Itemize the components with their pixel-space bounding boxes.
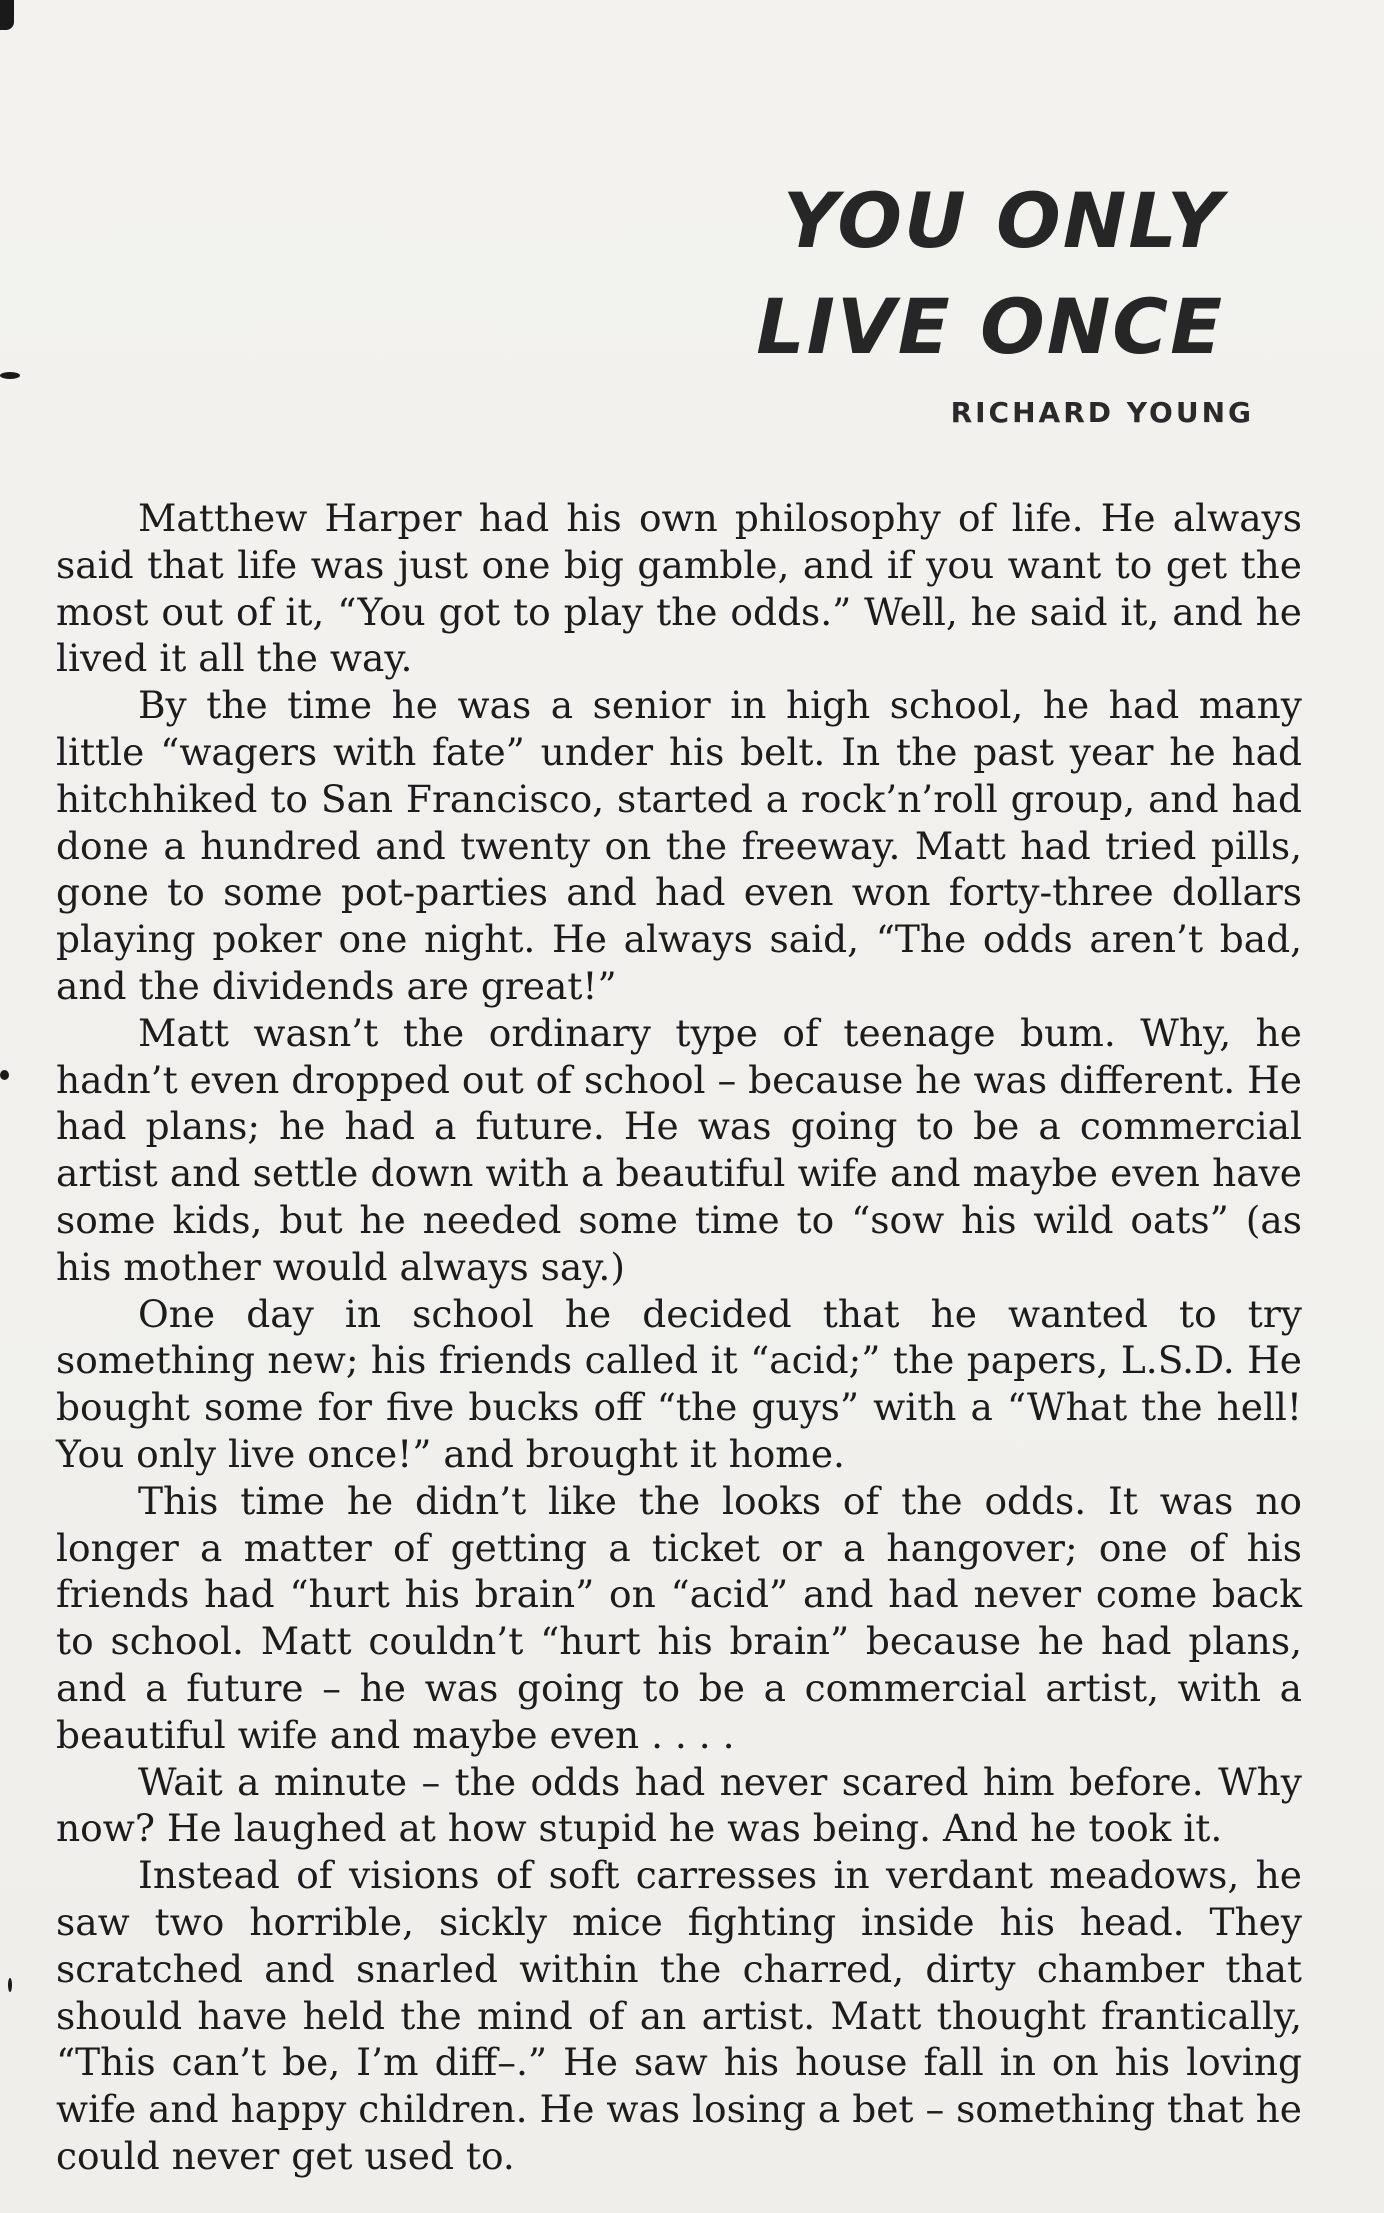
paragraph: This time he didn’t like the looks of the odds. It was no longer a matter of getting a ticket or a hangover; one of his friends had “hurt his brain” on “acid” and had never come back to school. Matt couldn’t “hurt his brain” because he had plans, and a future – he was going to be a commercial artist, with a beautiful wife and maybe even . . . . <box>56 1478 1302 1757</box>
paragraph: One day in school he decided that he wanted to try something new; his friends called it “acid;” the papers, L.S.D. He bought some for five bucks off “the guys” with a “What the hell! You only live once!” and brought it home. <box>56 1291 1302 1476</box>
ink-speck <box>8 1978 12 1992</box>
title-line-1: YOU ONLY <box>783 176 1224 265</box>
paragraph: Instead of visions of soft carresses in verdant meadows, he saw two horrible, sickly mice fighting inside his head. They scratched and snarled within the charred, dirty chamber that should have held the mind of an artist. Matt thought frantically, “This can’t be, I’m diff–.” He saw his house fall in on his loving wife and happy children. He was losing a bet – something that he could never get used to. <box>56 1853 1302 2178</box>
title-line-2: LIVE ONCE <box>756 282 1224 371</box>
article-title <box>584 168 1224 380</box>
story-body <box>56 495 1302 2180</box>
paragraph: Matt wasn’t the ordinary type of teenage bum. Why, he hadn’t even dropped out of school – because he was different. He had plans; he had a future. He was going to be a commercial artist and settle down with a beautiful wife and maybe even have some kids, but he needed some time to “sow his wild oats” (as his mother would always say.) <box>56 1010 1302 1289</box>
paragraph: Matthew Harper had his own philosophy of life. He always said that life was just one big gamble, and if you want to get the most out of it, “You got to play the odds.” Well, he said it, and he lived it all the way. <box>56 496 1302 681</box>
paragraph: By the time he was a senior in high school, he had many little “wagers with fate” under his belt. In the past year he had hitchhiked to San Francisco, started a rock’n’roll group, and had done a hundred and twenty on the freeway. Matt had tried pills, gone to some pot-parties and had even won forty-three dollars playing poker one night. He always said, “The odds aren’t bad, and the dividends are great!” <box>56 683 1302 1008</box>
author-byline: RICHARD YOUNG <box>950 396 1254 429</box>
ink-speck <box>0 0 14 30</box>
ink-speck <box>0 372 20 379</box>
paragraph: Wait a minute – the odds had never scared him before. Why now? He laughed at how stupid he was being. And he took it. <box>56 1759 1302 1851</box>
ink-speck <box>0 1070 9 1080</box>
